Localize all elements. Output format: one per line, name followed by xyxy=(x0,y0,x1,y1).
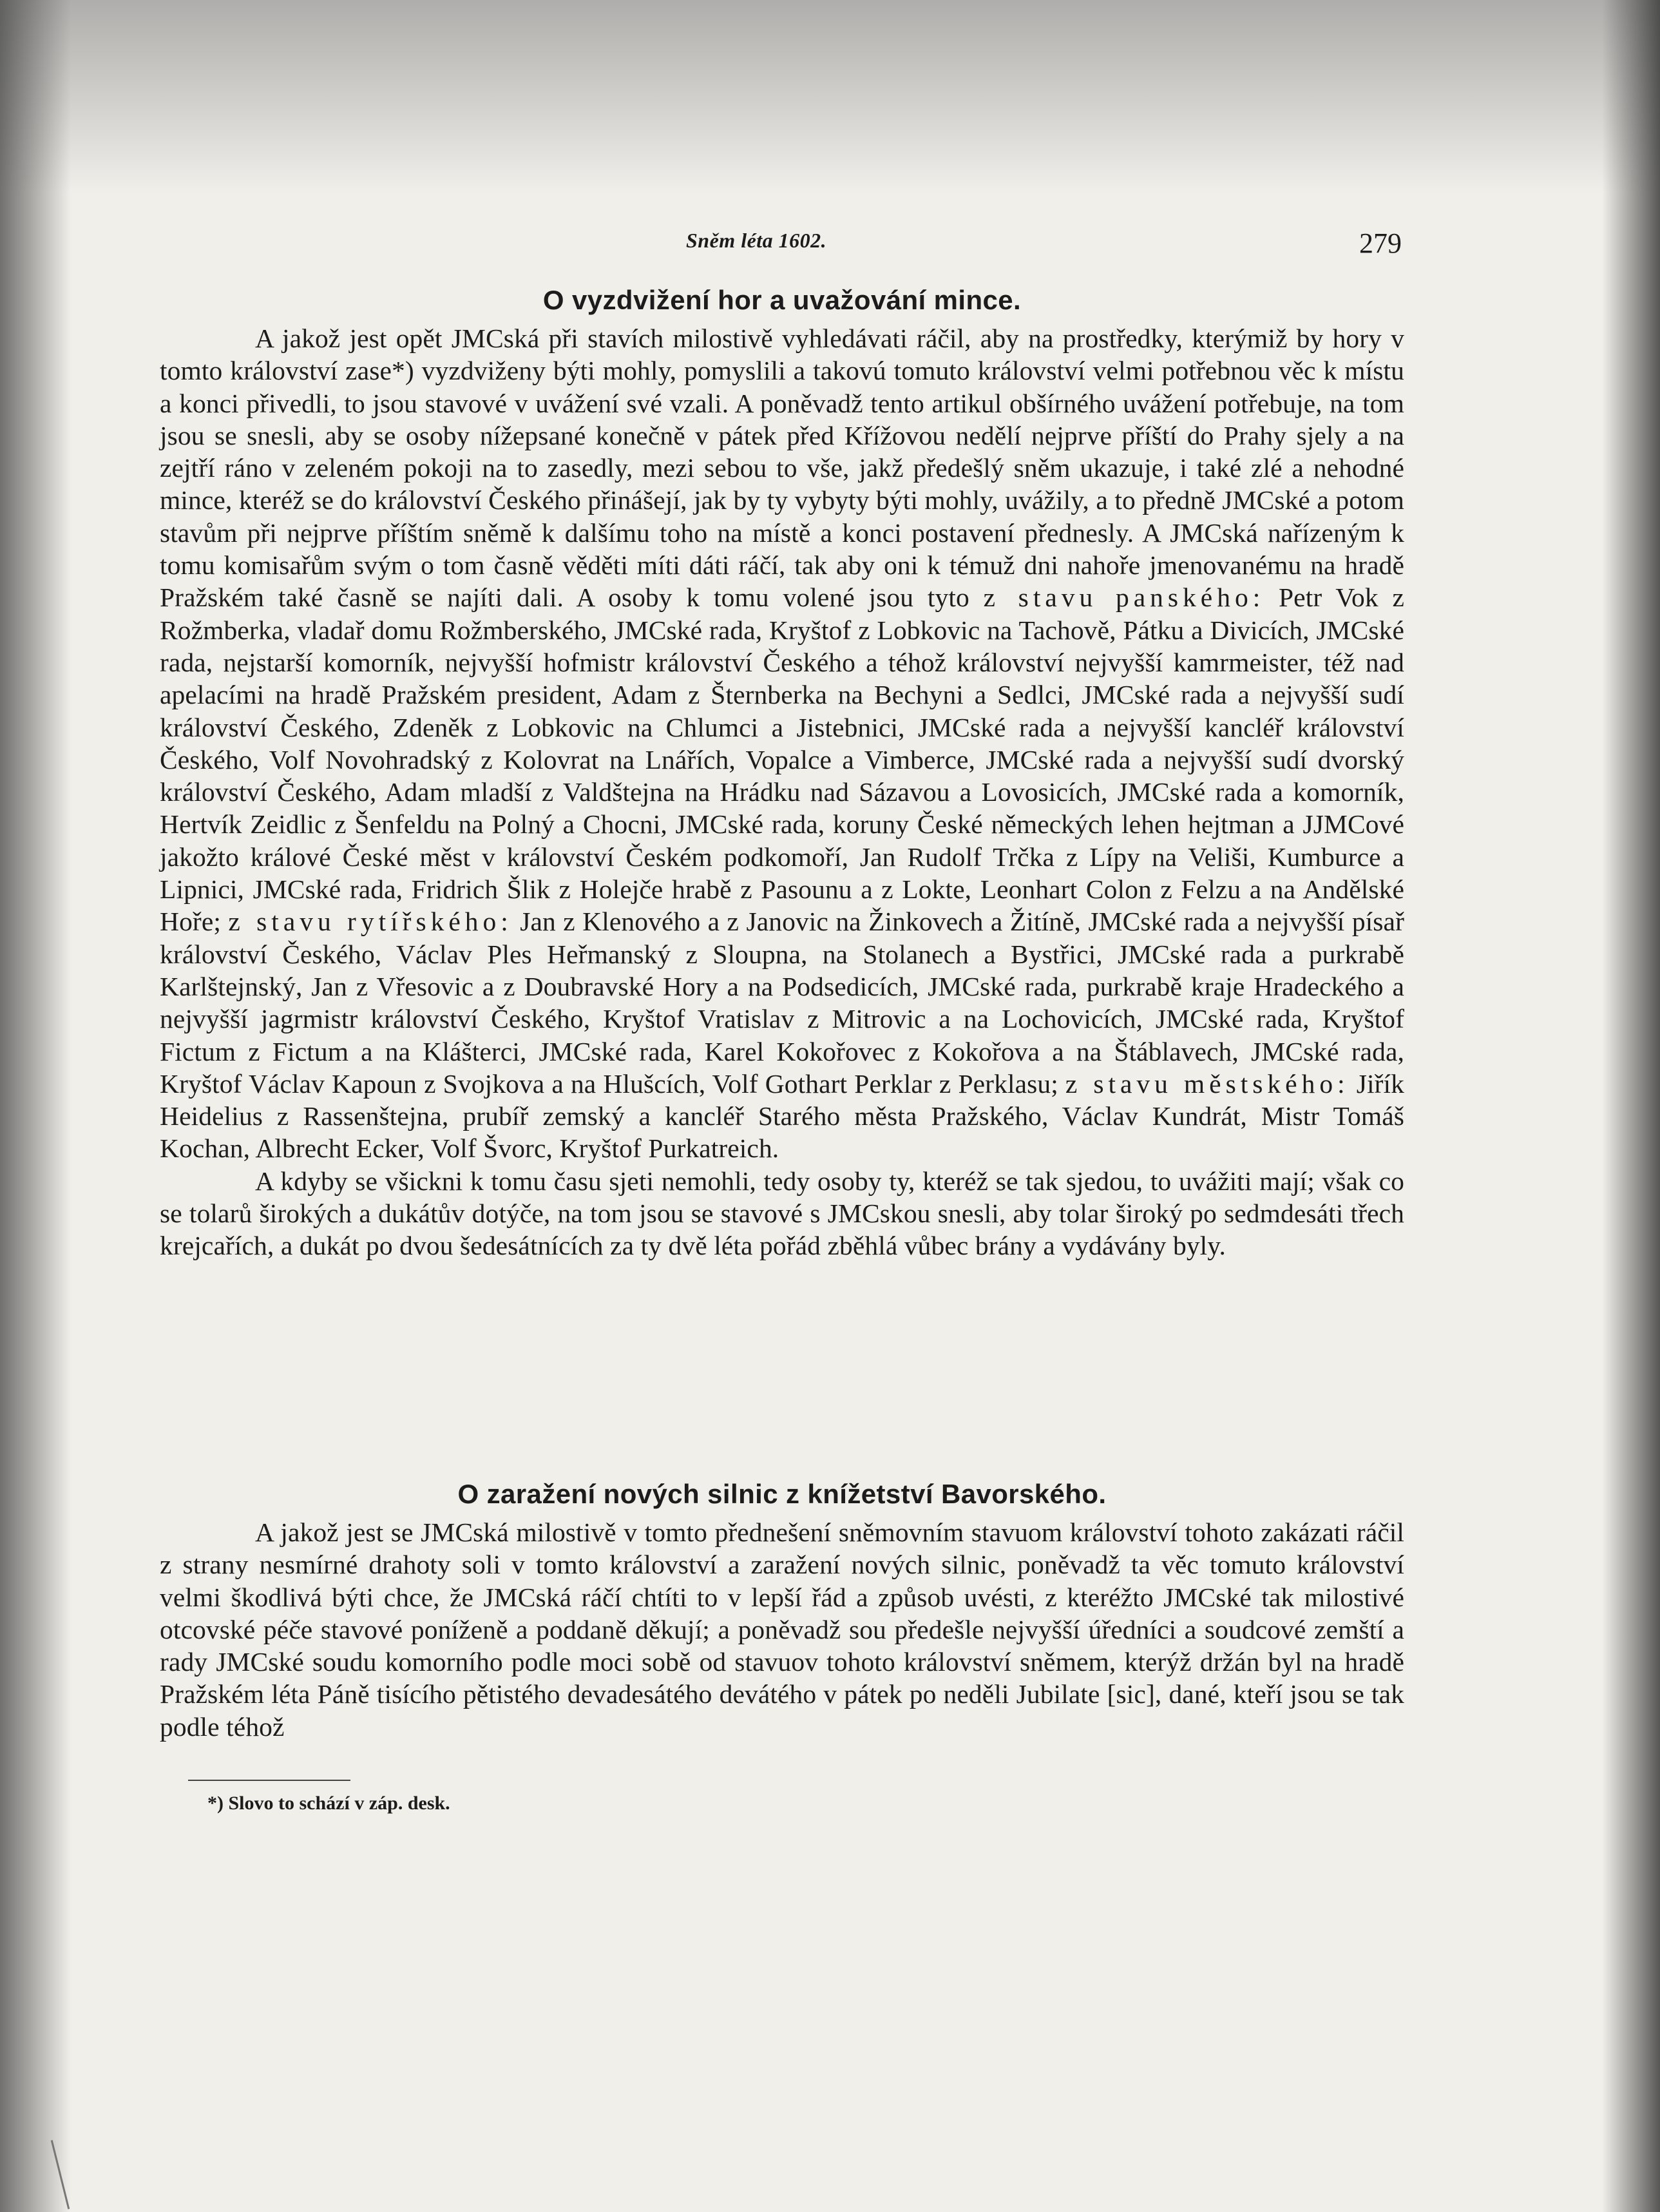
footnote: *) Slovo to schází v záp. desk. xyxy=(207,1793,450,1814)
section-heading-silnice: O zaražení nových silnic z knížetství Bavorského. xyxy=(457,1479,1107,1509)
estate-label-burghers: z stavu městského: xyxy=(1065,1068,1350,1099)
footnote-rule xyxy=(188,1780,350,1781)
estate-label-knights: z stavu rytířského: xyxy=(228,907,513,937)
scan-shadow-left xyxy=(0,0,71,2212)
paragraph-salt-roads: A jakož jest se JMCská milostivě v tomto přednešení sněmovním stavuom království tohoto zakázati ráčil z strany nesmírné drahoty soli v tomto království a zaražení nových silnic, poněvadž ta věc tomuto království velmi škodlivá býti chce, že JMCská ráčí chtíti to v lepší řád a způsob uvésti, z kteréžto JMCské tak milostivé otcovské péče stavové poníženě a poddaně děkují; a poněvadž sou předešle nejvyšší úředníci a soudcové zemští a rady JMCské soudu komorního podle moci sobě od stavuov tohoto království sněmem, kterýž držán byl na hradě Pražském léta Páně tisícího pětistého devadesátého devátého v pátek po neděli Jubilate [sic], dané, kteří jsou se tak podle téhož xyxy=(160,1517,1404,1742)
paragraph-commission: A jakož jest opět JMCská při stavích milostivě vyhledávati ráčil, aby na prostředky, kterýmiž by hory v tomto království zase*) vyzdviženy býti mohly, pomyslili a takovú tomuto království velmi potřebnou věc k místu a konci přivedli, to jsou stavové v uvážení své vzali. A poněvadž tento artikul obšírného uvážení potřebuje, na tom jsou se snesli, aby se osoby nížepsané konečně v pátek před Křížovou nedělí nejprve příští do Prahy sjely a na zejtří ráno v zeleném pokoji na to zasedly, mezi sebou to vše, jakž předešlý sněm ukazuje, i také zlé a nehodné mince, kteréž se do království Českého přinášejí, jak by ty vybyty býti mohly, uvážily, a to předně JMCské a potom stavům při nejprve příštím sněmě k dalšímu toho na místě a konci postavení přednesly. A JMCská nařízeným k tomu komisařům svým o tom časně věděti míti dáti ráčí, tak aby oni k témuž dni nahoře jmenovanému na hradě Pražském také časně se najíti dali. A osoby k tomu volené jsou tyto z stavu panského: Petr Vok z Rožmberka, vladař domu Rožmberského, JMCské rada, Kryštof z Lobkovic na Tachově, Pátku a Divicích, JMCské rada, nejstarší komorník, nejvyšší hofmistr království Českého a téhož království nejvyšší kamrmeister, též nad apelacími na hradě Pražském president, Adam z Šternberka na Bechyni a Sedlci, JMCské rada a nejvyšší sudí království Českého, Zdeněk z Lobkovic na Chlumci a Jistebnici, JMCské rada a nejvyšší kancléř království Českého, Volf Novohradský z Kolovrat na Lnářích, Vopalce a Vimberce, JMCské rada a nejvyšší sudí dvorský království Českého, Adam mladší z Valdštejna na Hrádku nad Sázavou a Lovosicích, JMCské rada a komorník, Hertvík Zeidlic z Šenfeldu na Polný a Chocni, JMCské rada, koruny České německých lehen hejtman a JJMCové jakožto králové České měst v království Českém podkomoří, Jan Rudolf Trčka z Lípy na Veliši, Kumburce a Lipnici, JMCské rada, Fridrich Šlik z Holejče hrabě z Pasounu a z Lokte, Leonhart Colon z Felzu a na Andělské Hoře; z stavu rytířského: Jan z Klenového a z Janovic na Žinkovech a Žitíně, JMCské rada a nejvyšší písař království Českého, Václav Ples Heřmanský z Sloupna, na Stolanech a Bystřici, JMCské rada a purkrabě Karlštejnský, Jan z Vřesovic a z Doubravské Hory a na Podsedicích, JMCské rada, purkrabě kraje Hradeckého a nejvyšší jagrmistr království Českého, Kryštof Vratislav z Mitrovic a na Lochovicích, JMCské rada, Kryštof Fictum z Fictum a na Klášterci, JMCské rada, Karel Kokořovec z Kokořova a na Štáblavech, JMCské rada, Kryštof Václav Kapoun z Svojkova a na Hlušcích, Volf Gothart Perklar z Perklasu; z stavu městského: Jiřík Heidelius z Rassenštejna, prubíř zemský a kancléř Starého města Pražského, Václav Kundrát, Mistr Tomáš Kochan, Albrecht Ecker, Volf Švorc, Kryštof Purkatreich. xyxy=(160,323,1405,1164)
scan-shadow-top xyxy=(0,0,1660,193)
paragraph-coins: A kdyby se všickni k tomu času sjeti nemohli, tedy osoby ty, kteréž se tak sjedou, to uvážiti mají; však co se tolarů širokých a dukátův dotýče, na tom jsou se stavové s JMCskou snesli, aby tolar široký po sedmdesáti třech krejcařích, a dukát po dvou šedesátnících za ty dvě léta pořád zběhlá vůbec brány a vydávány byly. xyxy=(160,1166,1404,1261)
scan-shadow-right xyxy=(1602,0,1660,2212)
section-body-mince xyxy=(160,322,1404,1262)
page-number: 279 xyxy=(1359,227,1402,259)
estate-label-lords: z stavu panského: xyxy=(983,582,1265,613)
section-heading-mince: O vyzdvižení hor a uvažování mince. xyxy=(542,285,1022,315)
section-body-silnice xyxy=(160,1516,1404,1743)
running-head: Sněm léta 1602. xyxy=(686,229,827,252)
